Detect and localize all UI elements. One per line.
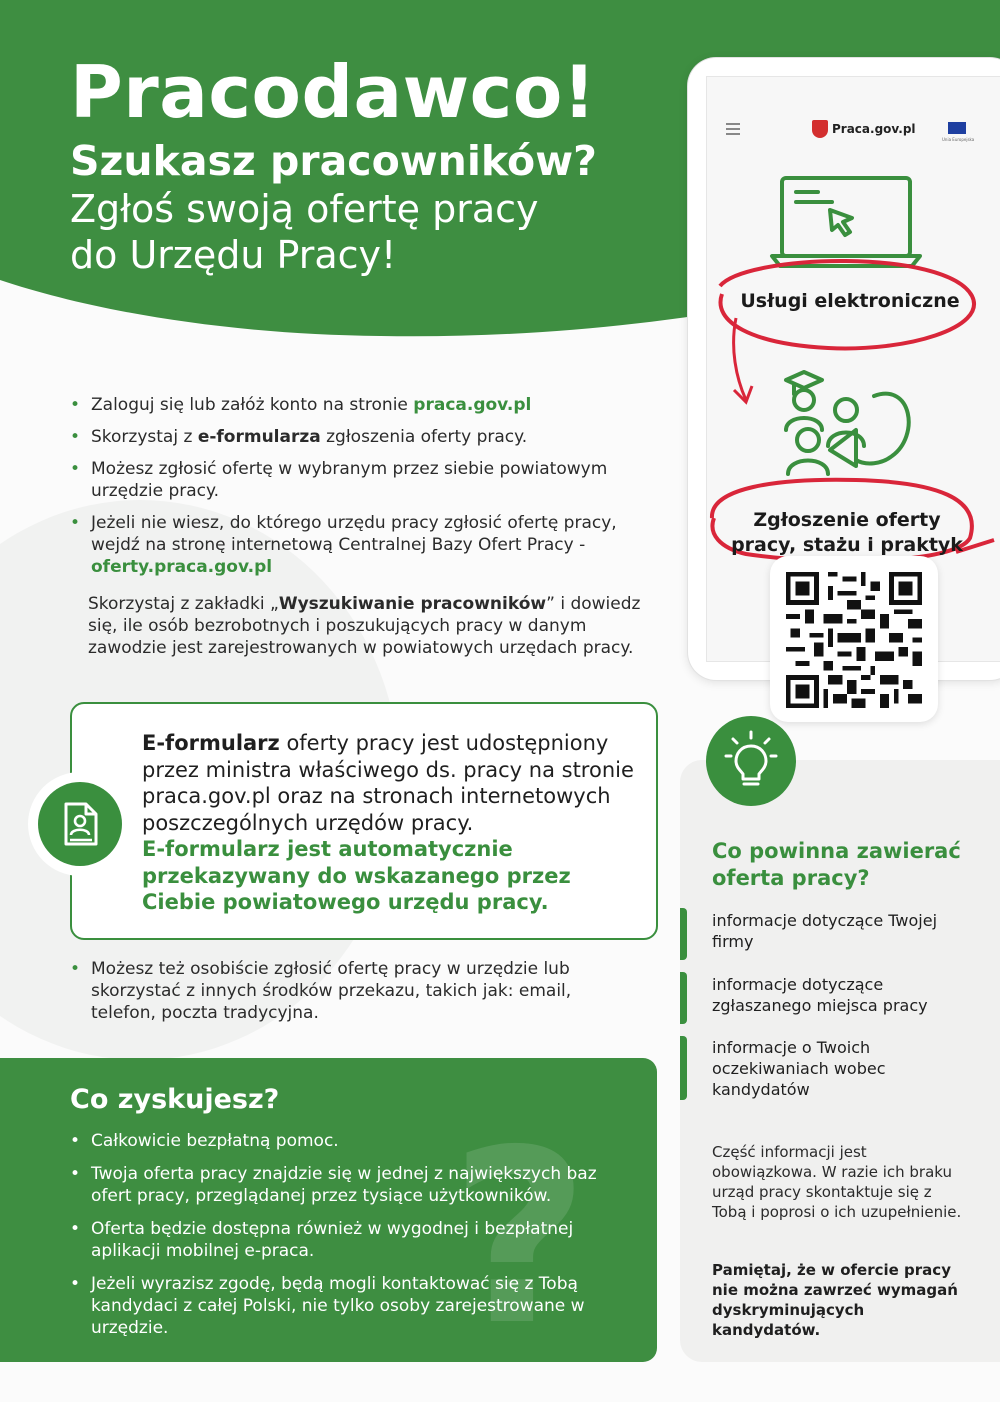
list-item: • Jeżeli wyrazisz zgodę, będą mogli kontaktować się z Tobą kandydaci z całej Polski, nie tylko osoby zarejestrowane w urzędzie. — [70, 1273, 630, 1339]
list-item: • Całkowicie bezpłatną pomoc. — [70, 1130, 630, 1152]
step-text: Jeżeli nie wiesz, do którego urzędu pracy zgłosić ofertę pracy, wejdź na stronę internetową Centralnej Bazy Ofert Pracy - — [91, 513, 617, 555]
tip-text: ” i dowiedz się, ile osób bezrobotnych i poszukujących pracy w danym zawodzie jest zarejestrowanych w powiatowych urzędach pracy. — [88, 594, 641, 658]
eform-text: oferty pracy jest udostępniony przez ministra właściwego ds. pracy na stronie praca.gov.pl oraz na stronach internetowych poszczególnych urzędów pracy. — [142, 731, 634, 835]
page-subtitle: Szukasz pracowników? — [70, 137, 597, 185]
eform-term: e-formularza — [197, 427, 321, 447]
tip-text: Skorzystaj z zakładki „ — [88, 594, 279, 614]
lightbulb-icon — [706, 716, 796, 806]
benefits-list — [70, 1130, 630, 1350]
benefits-panel — [0, 1058, 657, 1362]
qr-code-icon[interactable] — [786, 572, 922, 708]
logo-text: Praca.gov.pl — [832, 122, 916, 136]
tip-bold: Wyszukiwanie pracowników — [278, 594, 547, 614]
document-user-icon — [38, 782, 122, 866]
list-item: informacje o Twoich oczekiwaniach wobec kandydatów — [712, 1038, 886, 1099]
accent-bar — [680, 908, 687, 960]
eform-description — [142, 730, 642, 836]
steps-list — [70, 394, 650, 588]
page-cta-line1: Zgłoś swoją ofertę pracy — [70, 187, 539, 231]
list-item: informacje dotyczące Twojej firmy — [712, 911, 938, 951]
eform-highlight: E-formularz jest automatycznie przekazywany do wskazanego przez Ciebie powiatowego urzędu pracy. — [142, 837, 571, 914]
praca-gov-link[interactable]: praca.gov.pl — [413, 395, 532, 415]
list-item: • Możesz też osobiście zgłosić ofertę pracy w urzędzie lub skorzystać z innych środków przekazu, takich jak: email, telefon, poczta tradycyjna. — [70, 958, 630, 1024]
laptop-cursor-icon — [772, 178, 920, 266]
discrimination-note: Pamiętaj, że w ofercie pracy nie można zawrzeć wymagań dyskryminujących kandydatów. — [712, 1261, 958, 1339]
step-text: zgłoszenia oferty pracy. — [320, 427, 528, 447]
question-mark-icon: ? — [450, 1098, 590, 1362]
eu-label: Unia Europejska — [942, 137, 975, 142]
list-item: • Oferta będzie dostępna również w wygodnej i bezpłatnej aplikacji mobilnej e-praca. — [70, 1218, 630, 1262]
hamburger-menu-icon[interactable] — [726, 123, 740, 135]
page-title: Pracodawco! — [70, 50, 597, 134]
benefits-title: Co zyskujesz? — [70, 1084, 280, 1115]
list-item — [70, 512, 650, 578]
eform-bold: E-formularz — [142, 731, 280, 755]
services-label[interactable]: Usługi elektroniczne — [740, 290, 960, 312]
page-cta — [70, 186, 630, 278]
offer-label[interactable]: Zgłoszenie oferty pracy, stażu i praktyk — [731, 509, 963, 556]
offer-contents-title: Co powinna zawierać oferta pracy? — [712, 839, 961, 890]
page-cta-line2: do Urzędu Pracy! — [70, 233, 397, 277]
oferty-praca-link[interactable]: oferty.praca.gov.pl — [91, 557, 273, 577]
step-text: Skorzystaj z — [91, 427, 198, 447]
search-tip — [88, 593, 648, 659]
list-item — [70, 426, 650, 448]
list-item — [70, 394, 650, 416]
personal-list — [70, 958, 630, 1024]
mandatory-note: Część informacji jest obowiązkowa. W razie ich braku urząd pracy skontaktuje się z Tobą i poprosi o ich uzupełnienie. — [712, 1143, 962, 1221]
list-item: • Twoja oferta pracy znajdzie się w jednej z największych baz ofert pracy, przeglądanej przez tysiące użytkowników. — [70, 1163, 630, 1207]
eu-flag-icon — [948, 122, 966, 134]
accent-bar — [680, 972, 687, 1024]
step-text: Zaloguj się lub załóż konto na stronie — [91, 395, 414, 415]
list-item: • Możesz zgłosić ofertę w wybranym przez siebie powiatowym urzędzie pracy. — [70, 458, 650, 502]
accent-bar — [680, 1036, 687, 1100]
emblem-icon — [812, 120, 828, 138]
candidates-icon — [786, 372, 909, 474]
praca-gov-logo — [812, 120, 922, 140]
list-item: informacje dotyczące zgłaszanego miejsca pracy — [712, 975, 928, 1015]
